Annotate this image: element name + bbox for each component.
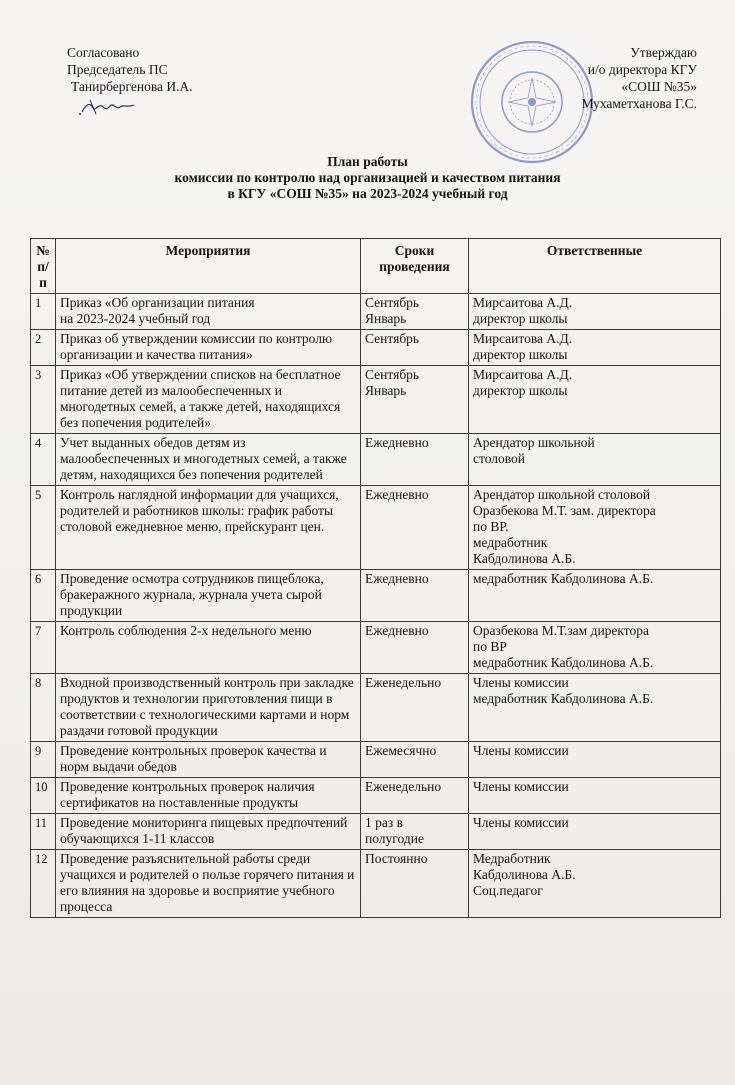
row-event: Входной производственный контроль при закладке продуктов и технологии приготовления пищи в соответствии с технологическими картами и норм раздачи готовой продукции <box>56 674 361 742</box>
row-number: 4 <box>31 434 56 486</box>
plan-table-body <box>31 294 721 918</box>
row-term: Сентябрь Январь <box>361 366 469 434</box>
header-num: № п/п <box>31 239 56 294</box>
title-line3: в КГУ «СОШ №35» на 2023-2024 учебный год <box>227 186 508 201</box>
table-row <box>31 330 721 366</box>
row-event: Учет выданных обедов детям из малообеспеченных и многодетных семей, а также детям, находящихся без попечения родителей <box>56 434 361 486</box>
row-number: 3 <box>31 366 56 434</box>
approval-right-line1: Утверждаю <box>630 45 697 60</box>
row-term: Постоянно <box>361 850 469 918</box>
row-number: 9 <box>31 742 56 778</box>
table-row <box>31 778 721 814</box>
row-responsible: Медработник Кабдолинова А.Б. Соц.педагог <box>469 850 721 918</box>
row-number: 12 <box>31 850 56 918</box>
approval-left-line2: Председатель ПС <box>67 62 168 77</box>
row-term: Еженедельно <box>361 674 469 742</box>
row-term: Ежедневно <box>361 622 469 674</box>
row-number: 5 <box>31 486 56 570</box>
title-line1: План работы <box>327 154 408 169</box>
approval-right-line3: «СОШ №35» <box>621 79 697 94</box>
approval-left-block <box>67 44 193 95</box>
approval-right-block <box>581 44 697 112</box>
row-event: Приказ «Об организации питания на 2023-2024 учебный год <box>56 294 361 330</box>
row-term: Еженедельно <box>361 778 469 814</box>
table-row <box>31 570 721 622</box>
row-responsible: Члены комиссии <box>469 778 721 814</box>
row-number: 8 <box>31 674 56 742</box>
row-responsible: Члены комиссии <box>469 814 721 850</box>
row-term: 1 раз в полугодие <box>361 814 469 850</box>
row-event: Проведение разъяснительной работы среди учащихся и родителей о пользе горячего питания и его влияния на здоровье и восприятие учебного процесса <box>56 850 361 918</box>
row-event: Проведение контрольных проверок наличия сертификатов на поставленные продукты <box>56 778 361 814</box>
row-term: Ежемесячно <box>361 742 469 778</box>
header-event: Мероприятия <box>56 239 361 294</box>
row-event: Проведение контрольных проверок качества и норм выдачи обедов <box>56 742 361 778</box>
row-term: Ежедневно <box>361 434 469 486</box>
row-term: Сентябрь Январь <box>361 294 469 330</box>
stamp-seal-icon <box>468 38 596 166</box>
row-responsible: Члены комиссии <box>469 742 721 778</box>
row-responsible: Арендатор школьной столовой Оразбекова М.Т. зам. директора по ВР. медработник Кабдолинова А.Б. <box>469 486 721 570</box>
row-responsible: медработник Кабдолинова А.Б. <box>469 570 721 622</box>
row-event: Приказ об утверждении комиссии по контролю организации и качества питания» <box>56 330 361 366</box>
row-number: 10 <box>31 778 56 814</box>
table-header-row <box>31 239 721 294</box>
header-term: Сроки проведения <box>361 239 469 294</box>
table-row <box>31 366 721 434</box>
row-event: Проведение осмотра сотрудников пищеблока, бракеражного журнала, журнала учета сырой продукции <box>56 570 361 622</box>
row-number: 6 <box>31 570 56 622</box>
approval-right-line4: Мухаметханова Г.С. <box>581 96 697 111</box>
header-responsible: Ответственные <box>469 239 721 294</box>
row-term: Ежедневно <box>361 486 469 570</box>
row-event: Контроль соблюдения 2-х недельного меню <box>56 622 361 674</box>
table-row <box>31 742 721 778</box>
row-responsible: Мирсаитова А.Д. директор школы <box>469 330 721 366</box>
table-row <box>31 294 721 330</box>
document-title <box>0 154 735 202</box>
approval-left-line1: Согласовано <box>67 45 140 60</box>
title-line2: комисcии по контролю над организацией и качеством питания <box>174 170 561 185</box>
row-responsible: Оразбекова М.Т.зам директора по ВР медработник Кабдолинова А.Б. <box>469 622 721 674</box>
approval-left-line3: Танирбергенова И.А. <box>71 79 193 94</box>
row-responsible: Мирсаитова А.Д. директор школы <box>469 366 721 434</box>
row-event: Приказ «Об утверждении списков на бесплатное питание детей из малообеспеченных и многодетных семей, а также детей, находящихся без попечения родителей» <box>56 366 361 434</box>
plan-table <box>30 238 721 918</box>
table-row <box>31 486 721 570</box>
row-responsible: Члены комиссии медработник Кабдолинова А.Б. <box>469 674 721 742</box>
row-number: 1 <box>31 294 56 330</box>
approval-right-line2: и/о директора КГУ <box>587 62 697 77</box>
row-term: Ежедневно <box>361 570 469 622</box>
table-row <box>31 622 721 674</box>
table-row <box>31 434 721 486</box>
row-number: 7 <box>31 622 56 674</box>
signature-icon <box>78 94 148 118</box>
row-event: Проведение мониторинга пищевых предпочтений обучающихся 1-11 классов <box>56 814 361 850</box>
row-responsible: Мирсаитова А.Д. директор школы <box>469 294 721 330</box>
table-row <box>31 850 721 918</box>
row-number: 2 <box>31 330 56 366</box>
table-row <box>31 674 721 742</box>
row-number: 11 <box>31 814 56 850</box>
row-event: Контроль наглядной информации для учащихся, родителей и работников школы: график работы столовой ежедневное меню, прейскурант цен. <box>56 486 361 570</box>
table-row <box>31 814 721 850</box>
row-term: Сентябрь <box>361 330 469 366</box>
row-responsible: Арендатор школьной столовой <box>469 434 721 486</box>
